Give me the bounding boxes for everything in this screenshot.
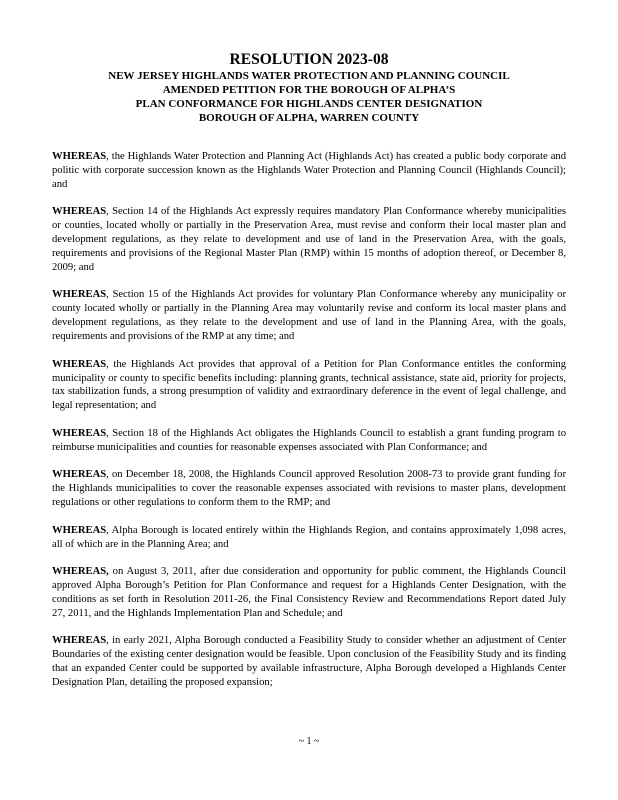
resolution-title: RESOLUTION 2023-08 <box>229 51 389 68</box>
whereas-paragraph <box>52 150 566 192</box>
whereas-paragraph <box>52 288 566 344</box>
whereas-keyword: WHEREAS, <box>52 566 109 577</box>
whereas-keyword: WHEREAS <box>52 427 107 439</box>
whereas-keyword: WHEREAS <box>52 206 107 218</box>
page-number: ~ 1 ~ <box>298 736 320 747</box>
whereas-keyword: WHEREAS <box>52 289 107 301</box>
paragraph-text: , in early 2021, Alpha Borough conducted a Feasibility Study to consider whether an adjustment of Center Boundaries of the existing center designation would be feasible. Upon conclusion of the Feasibility Study and its finding that an expanded Center could be supported by available infrastructure, Alpha Borough developed a Highlands Center Designation Plan, detailing the proposed expansion; <box>52 635 566 688</box>
whereas-keyword: WHEREAS <box>52 358 107 370</box>
paragraph-text: , the Highlands Act provides that approval of a Petition for Plan Conformance entitles the conforming municipality or county to specific benefits including: planning grants, technical assistance, state aid, priority for projects, tax stabilization funds, a strong presumption of validity and extraordinary deference in the event of legal challenge, and legal representation; and <box>52 358 566 412</box>
subtitle-line: NEW JERSEY HIGHLANDS WATER PROTECTION AND PLANNING COUNCIL <box>108 70 510 82</box>
whereas-keyword: WHEREAS <box>52 469 107 481</box>
paragraph-text: , Section 18 of the Highlands Act obligates the Highlands Council to establish a grant funding program to reimburse municipalities and counties for reasonable expenses associated with Plan Conformance; and <box>52 427 566 453</box>
paragraph-text: on August 3, 2011, after due consideration and opportunity for public comment, the Highlands Council approved Alpha Borough’s Petition for Plan Conformance and request for a Highlands Center Designation, with the conditions as set forth in Resolution 2011-26, the Final Consistency Review and Recommendations Report dated July 27, 2011, and the Highlands Implementation Plan and Schedule; and <box>52 566 566 619</box>
whereas-paragraph <box>52 565 566 621</box>
subtitle-line: AMENDED PETITION FOR THE BOROUGH OF ALPHA’S <box>162 84 456 96</box>
resolution-body <box>52 150 566 703</box>
whereas-keyword: WHEREAS <box>52 151 107 162</box>
whereas-keyword: WHEREAS <box>52 524 107 536</box>
whereas-keyword: WHEREAS <box>52 635 107 647</box>
paragraph-text: , Section 15 of the Highlands Act provides for voluntary Plan Conformance whereby any municipality or county located wholly or partially in the Planning Area may voluntarily revise and conform its local master plans and development regulations, as they relate to the development and use of land in the Planning Area, with the goals, requirements and provisions of the RMP at any time; and <box>52 289 566 343</box>
subtitle-line: PLAN CONFORMANCE FOR HIGHLANDS CENTER DESIGNATION <box>135 98 483 110</box>
whereas-paragraph <box>52 358 566 414</box>
whereas-paragraph <box>52 205 566 275</box>
paragraph-text: , on December 18, 2008, the Highlands Council approved Resolution 2008-73 to provide grant funding for the Highlands municipalities to cover the reasonable expenses associated with revisions to master plans, development regulations or other regulations to conform them to the RMP; and <box>52 469 566 509</box>
whereas-paragraph <box>52 427 566 455</box>
paragraph-text: , the Highlands Water Protection and Planning Act (Highlands Act) has created a public body corporate and politic with corporate succession known as the Highlands Water Protection and Planning Council (Highlands Council); and <box>52 151 566 190</box>
resolution-header <box>40 50 578 125</box>
whereas-paragraph <box>52 468 566 510</box>
subtitle-line: BOROUGH OF ALPHA, WARREN COUNTY <box>198 112 420 124</box>
paragraph-text: , Alpha Borough is located entirely within the Highlands Region, and contains approximately 1,098 acres, all of which are in the Planning Area; and <box>52 524 566 550</box>
whereas-paragraph <box>52 634 566 690</box>
whereas-paragraph <box>52 524 566 552</box>
paragraph-text: , Section 14 of the Highlands Act expressly requires mandatory Plan Conformance whereby municipalities or counties, located wholly or partially in the Preservation Area, must revise and conform their local master plan and development regulations, as they relate to development and use of land in the Preservation Area, with the goals, requirements and provisions of the Regional Master Plan (RMP) within 15 months of adoption thereof, or December 8, 2009; and <box>52 206 566 273</box>
